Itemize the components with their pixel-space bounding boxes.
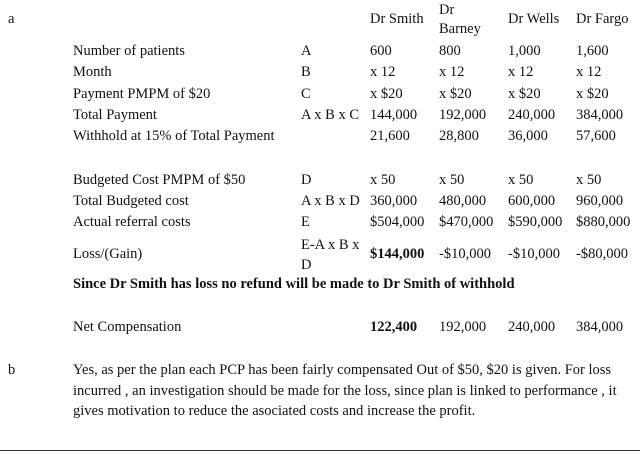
cell-value: x $20 [370,86,403,102]
bottom-divider [0,450,640,451]
net-compensation-label: Net Compensation [73,319,182,335]
row-code: E [301,214,310,230]
cell-value: 600,000 [508,193,556,209]
cell-value: 240,000 [508,107,556,123]
row-label: Total Budgeted cost [73,193,189,209]
cell-value: $880,000 [576,214,631,230]
row-label: Budgeted Cost PMPM of $50 [73,172,246,188]
cell-value: x 12 [370,64,396,80]
cell-value: x $20 [576,86,609,102]
cell-value: 57,600 [576,128,616,144]
row-label: Total Payment [73,107,157,123]
part-a-label: a [8,11,15,27]
row-label: Month [73,64,112,80]
cell-value: x 12 [508,64,534,80]
cell-value: 800 [439,43,461,59]
cell-value: 28,800 [439,128,479,144]
cell-value: x $20 [508,86,541,102]
cell-value: $470,000 [439,214,494,230]
cell-value: 192,000 [439,107,487,123]
cell-value: x 50 [576,172,602,188]
cell-value: 36,000 [508,128,548,144]
header-dr-fargo: Dr Fargo [576,11,629,27]
header-dr-smith: Dr Smith [370,11,424,27]
cell-value: 960,000 [576,193,624,209]
cell-value: x 50 [508,172,534,188]
cell-value: x 50 [439,172,465,188]
row-code: B [301,64,311,80]
cell-value: $590,000 [508,214,563,230]
cell-value: 384,000 [576,107,624,123]
row-code: A [301,43,312,59]
cell-value: 384,000 [576,319,624,335]
cell-value: x $20 [439,86,472,102]
row-code: A x B x C [301,107,360,123]
cell-value: $504,000 [370,214,425,230]
cell-value: 600 [370,43,392,59]
row-label: Loss/(Gain) [73,246,143,262]
row-label: Number of patients [73,43,185,59]
cell-value: x 12 [576,64,602,80]
row-label: Withhold at 15% of Total Payment [73,128,275,144]
answer-b-paragraph: Yes, as per the plan each PCP has been fairly compensated Out of $50, $20 is given. For loss incurred , an investigation should be made for the loss, since plan is linked to performance , it gives motivation to reduce the asociated costs and increase the profit. [73,362,617,419]
cell-value: 1,000 [508,43,541,59]
row-code: D [301,172,312,188]
row-code: E-A x B x D [301,237,360,273]
row-code: C [301,86,311,102]
cell-value: x 12 [439,64,465,80]
header-dr-barney: Dr Barney [439,2,481,37]
cell-value: 1,600 [576,43,609,59]
withhold-note: Since Dr Smith has loss no refund will be made to Dr Smith of withhold [73,276,515,292]
row-code: A x B x D [301,193,360,209]
cell-value: x 50 [370,172,396,188]
cell-value: 480,000 [439,193,487,209]
cell-value: 240,000 [508,319,556,335]
part-b-label: b [8,362,16,378]
cell-value: 360,000 [370,193,418,209]
header-dr-wells: Dr Wells [508,11,560,27]
row-label: Actual referral costs [73,214,191,230]
row-label: Payment PMPM of $20 [73,86,211,102]
net-dr-smith: 122,400 [370,319,418,335]
cell-value: 144,000 [370,107,418,123]
cell-value: -$10,000 [439,246,491,262]
cell-value: 192,000 [439,319,487,335]
cell-value: 21,600 [370,128,410,144]
loss-gain-dr-smith: $144,000 [370,246,425,262]
cell-value: -$10,000 [508,246,560,262]
cell-value: -$80,000 [576,246,628,262]
